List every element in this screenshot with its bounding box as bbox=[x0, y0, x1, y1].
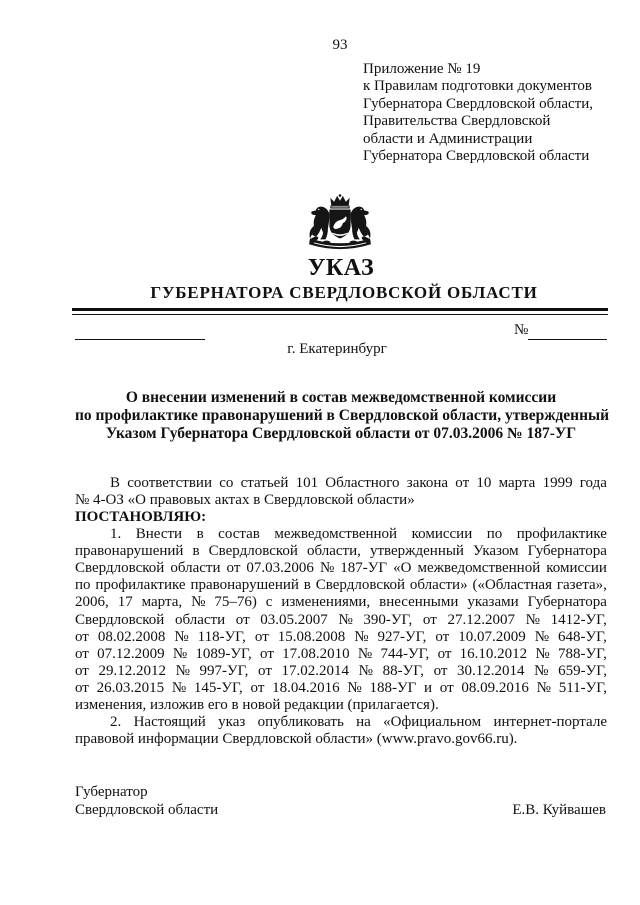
word: от bbox=[455, 474, 470, 491]
word: № bbox=[319, 560, 335, 577]
word: 10 bbox=[476, 474, 492, 491]
word: со bbox=[219, 474, 234, 491]
word: 101 bbox=[295, 474, 319, 491]
word: Указом bbox=[473, 543, 519, 559]
decree-heading: УКАЗ bbox=[307, 255, 375, 281]
preamble-line bbox=[75, 475, 607, 492]
appendix-line: Приложение № 19 bbox=[363, 61, 481, 77]
word: марта, bbox=[141, 594, 183, 611]
word: интернет-портале bbox=[493, 714, 607, 731]
word: статьей bbox=[240, 474, 289, 491]
word: № bbox=[536, 680, 551, 696]
word: Областного bbox=[325, 474, 400, 491]
word: 27.12.2007 bbox=[447, 611, 515, 628]
coat-of-arms-graphic bbox=[305, 194, 375, 252]
word: по bbox=[75, 577, 91, 594]
word: № bbox=[174, 628, 189, 645]
word: правонарушений bbox=[190, 577, 299, 594]
word: № bbox=[358, 662, 373, 679]
word: от bbox=[75, 680, 89, 696]
word: № bbox=[171, 680, 187, 696]
word: 927-УГ, bbox=[377, 628, 427, 645]
decree-authority: ГУБЕРНАТОРА СВЕРДЛОВСКОЙ ОБЛАСТИ bbox=[150, 283, 538, 302]
word: в bbox=[303, 577, 311, 594]
word: 88-УГ, bbox=[382, 662, 424, 679]
title-line: по профилактике правонарушений в Свердловской области, утвержденный bbox=[75, 407, 610, 424]
word: с bbox=[265, 594, 273, 611]
word: межведомственной bbox=[417, 560, 541, 577]
word: межведомственной bbox=[274, 525, 398, 542]
word: от bbox=[75, 628, 89, 645]
word: на bbox=[356, 714, 371, 731]
word: № bbox=[534, 628, 550, 645]
word: от bbox=[250, 680, 265, 696]
word: № bbox=[534, 662, 549, 679]
word: от bbox=[439, 680, 454, 696]
signature-name: Е.В. Куйвашев bbox=[512, 802, 606, 818]
word: внесенными bbox=[379, 594, 459, 611]
document-title bbox=[75, 389, 610, 443]
word: закона bbox=[406, 474, 449, 491]
word: области bbox=[170, 560, 221, 577]
item-1-line bbox=[75, 577, 607, 594]
word: опубликовать bbox=[257, 714, 344, 731]
word: области bbox=[174, 611, 226, 628]
word: утвержденный bbox=[369, 543, 464, 559]
appendix-block bbox=[363, 61, 593, 165]
preamble-line: № 4-ОЗ «О правовых актах в Свердловской области» bbox=[75, 491, 415, 508]
appendix-line: области и Администрации bbox=[363, 130, 533, 147]
word: 17 bbox=[117, 594, 133, 611]
appendix-line: к Правилам подготовки документов bbox=[363, 78, 592, 95]
word: 145-УГ, bbox=[193, 680, 243, 696]
number-blank-line bbox=[528, 339, 607, 340]
word: от bbox=[260, 645, 274, 662]
header-rule-thick bbox=[72, 308, 608, 311]
date-blank-line bbox=[75, 339, 205, 340]
word: года bbox=[579, 474, 607, 491]
word: 07.03.2006 bbox=[246, 560, 314, 577]
word: соответствии bbox=[127, 474, 212, 491]
word: профилактике bbox=[95, 577, 186, 594]
word: Внести bbox=[135, 525, 183, 542]
decree-word: ПОСТАНОВЛЯЮ: bbox=[75, 508, 207, 525]
word: от bbox=[226, 560, 241, 577]
word: профилактике bbox=[516, 525, 607, 542]
coat-of-arms-icon bbox=[305, 194, 375, 252]
word: от bbox=[422, 611, 437, 628]
word: 1999 bbox=[542, 474, 573, 491]
word: 30.12.2014 bbox=[457, 662, 525, 679]
word: 17.02.2014 bbox=[281, 662, 350, 679]
signature-position-line: Свердловской области bbox=[75, 802, 219, 818]
word: «О bbox=[393, 560, 412, 577]
word: № bbox=[175, 662, 190, 679]
item-1-line bbox=[75, 560, 607, 577]
word: 2. bbox=[110, 714, 122, 731]
word: и bbox=[424, 680, 433, 696]
item-1-line bbox=[75, 543, 607, 560]
word: комиссии bbox=[546, 560, 607, 577]
number-sign: № bbox=[514, 322, 529, 338]
word: состав bbox=[218, 525, 260, 542]
word: от bbox=[235, 611, 250, 628]
word: Настоящий bbox=[133, 714, 206, 731]
appendix-line: Губернатора Свердловской области bbox=[363, 148, 590, 165]
word: 118-УГ, bbox=[197, 628, 246, 645]
word: 16.10.2012 bbox=[459, 645, 528, 662]
header-rule-thin bbox=[72, 314, 608, 315]
word: Свердловской bbox=[75, 560, 165, 577]
word: 03.05.2007 bbox=[260, 611, 328, 628]
word: в bbox=[196, 525, 204, 542]
title-line: Указом Губернатора Свердловской области от 07.03.2006 № 187-УГ bbox=[105, 425, 577, 442]
item-1-line bbox=[75, 526, 607, 543]
word: в bbox=[192, 543, 200, 559]
city-label: г. Екатеринбург bbox=[287, 341, 387, 357]
word: 17.08.2010 bbox=[282, 645, 350, 662]
word: от bbox=[258, 662, 272, 679]
item-1-line bbox=[75, 629, 607, 646]
word: № bbox=[191, 594, 206, 611]
word: 744-УГ, bbox=[380, 645, 430, 662]
word: 1. bbox=[110, 525, 122, 542]
item-1-line bbox=[75, 663, 607, 680]
page-number: 93 bbox=[332, 37, 348, 53]
item-1-line bbox=[75, 646, 607, 663]
word: № bbox=[347, 680, 362, 696]
signature-position-line: Губернатор bbox=[75, 784, 148, 800]
item-1-line bbox=[75, 680, 607, 697]
word: Свердловской bbox=[208, 543, 298, 559]
appendix-line: Губернатора Свердловской области, bbox=[363, 95, 593, 112]
word: Губернатора bbox=[527, 543, 607, 559]
item-1-line bbox=[75, 612, 607, 629]
word: по bbox=[486, 525, 503, 542]
word: области, bbox=[306, 543, 361, 559]
item-1-line bbox=[75, 594, 607, 611]
word: 08.09.2016 bbox=[461, 680, 529, 696]
word: 997-УГ, bbox=[199, 662, 249, 679]
signature-position bbox=[75, 783, 218, 819]
appendix-line: Правительства Свердловской bbox=[363, 113, 551, 130]
word: «Официальном bbox=[383, 714, 482, 731]
word: 188-УГ bbox=[369, 680, 417, 696]
word: 648-УГ, bbox=[558, 628, 607, 645]
word: 788-УГ, bbox=[557, 645, 607, 662]
word: № bbox=[354, 628, 369, 645]
word: Свердловской bbox=[315, 577, 406, 594]
word: 10.07.2009 bbox=[458, 628, 526, 645]
word: Свердловской bbox=[75, 611, 165, 628]
word: Губернатора bbox=[527, 594, 607, 611]
word: 75–76) bbox=[214, 594, 257, 611]
word: от bbox=[433, 662, 448, 679]
word: от bbox=[75, 662, 89, 679]
item-1-line: изменения, изложив его в новой редакции (прилагается). bbox=[75, 697, 439, 714]
word: («Областная bbox=[472, 577, 552, 594]
word: 2006, bbox=[75, 594, 109, 611]
word: 29.12.2012 bbox=[98, 662, 166, 679]
word: изменениями, bbox=[281, 594, 371, 611]
word: от bbox=[75, 645, 89, 662]
word: марта bbox=[498, 474, 536, 491]
word: от bbox=[435, 628, 450, 645]
word: № bbox=[525, 611, 540, 628]
word: 18.04.2016 bbox=[272, 680, 340, 696]
word: № bbox=[338, 611, 353, 628]
item-2-line: правовой информации Свердловской области» (www.pravo.gov66.ru). bbox=[75, 731, 518, 748]
word: 07.12.2009 bbox=[97, 645, 165, 662]
document-body bbox=[75, 475, 607, 749]
word: 1089-УГ, bbox=[195, 645, 252, 662]
word: В bbox=[110, 474, 121, 491]
word: № bbox=[172, 645, 188, 662]
word: 659-УГ, bbox=[558, 662, 607, 679]
word: от bbox=[254, 628, 269, 645]
word: газета», bbox=[556, 577, 607, 594]
word: 15.08.2008 bbox=[277, 628, 346, 645]
item-2-line bbox=[75, 714, 607, 731]
title-line: О внесении изменений в состав межведомственной комиссии bbox=[125, 389, 557, 406]
word: 390-УГ, bbox=[363, 611, 413, 628]
word: 08.02.2008 bbox=[97, 628, 166, 645]
word: 187-УГ bbox=[340, 560, 388, 577]
word: правонарушений bbox=[75, 543, 184, 559]
word: указами bbox=[467, 594, 519, 611]
word: комиссии bbox=[411, 525, 473, 542]
word: 511-УГ, bbox=[558, 680, 607, 696]
word: 1412-УГ, bbox=[550, 611, 607, 628]
word: области» bbox=[409, 577, 468, 594]
word: № bbox=[535, 645, 550, 662]
word: 26.03.2015 bbox=[96, 680, 165, 696]
word: № bbox=[357, 645, 373, 662]
word: от bbox=[437, 645, 452, 662]
word: указ bbox=[218, 714, 246, 731]
